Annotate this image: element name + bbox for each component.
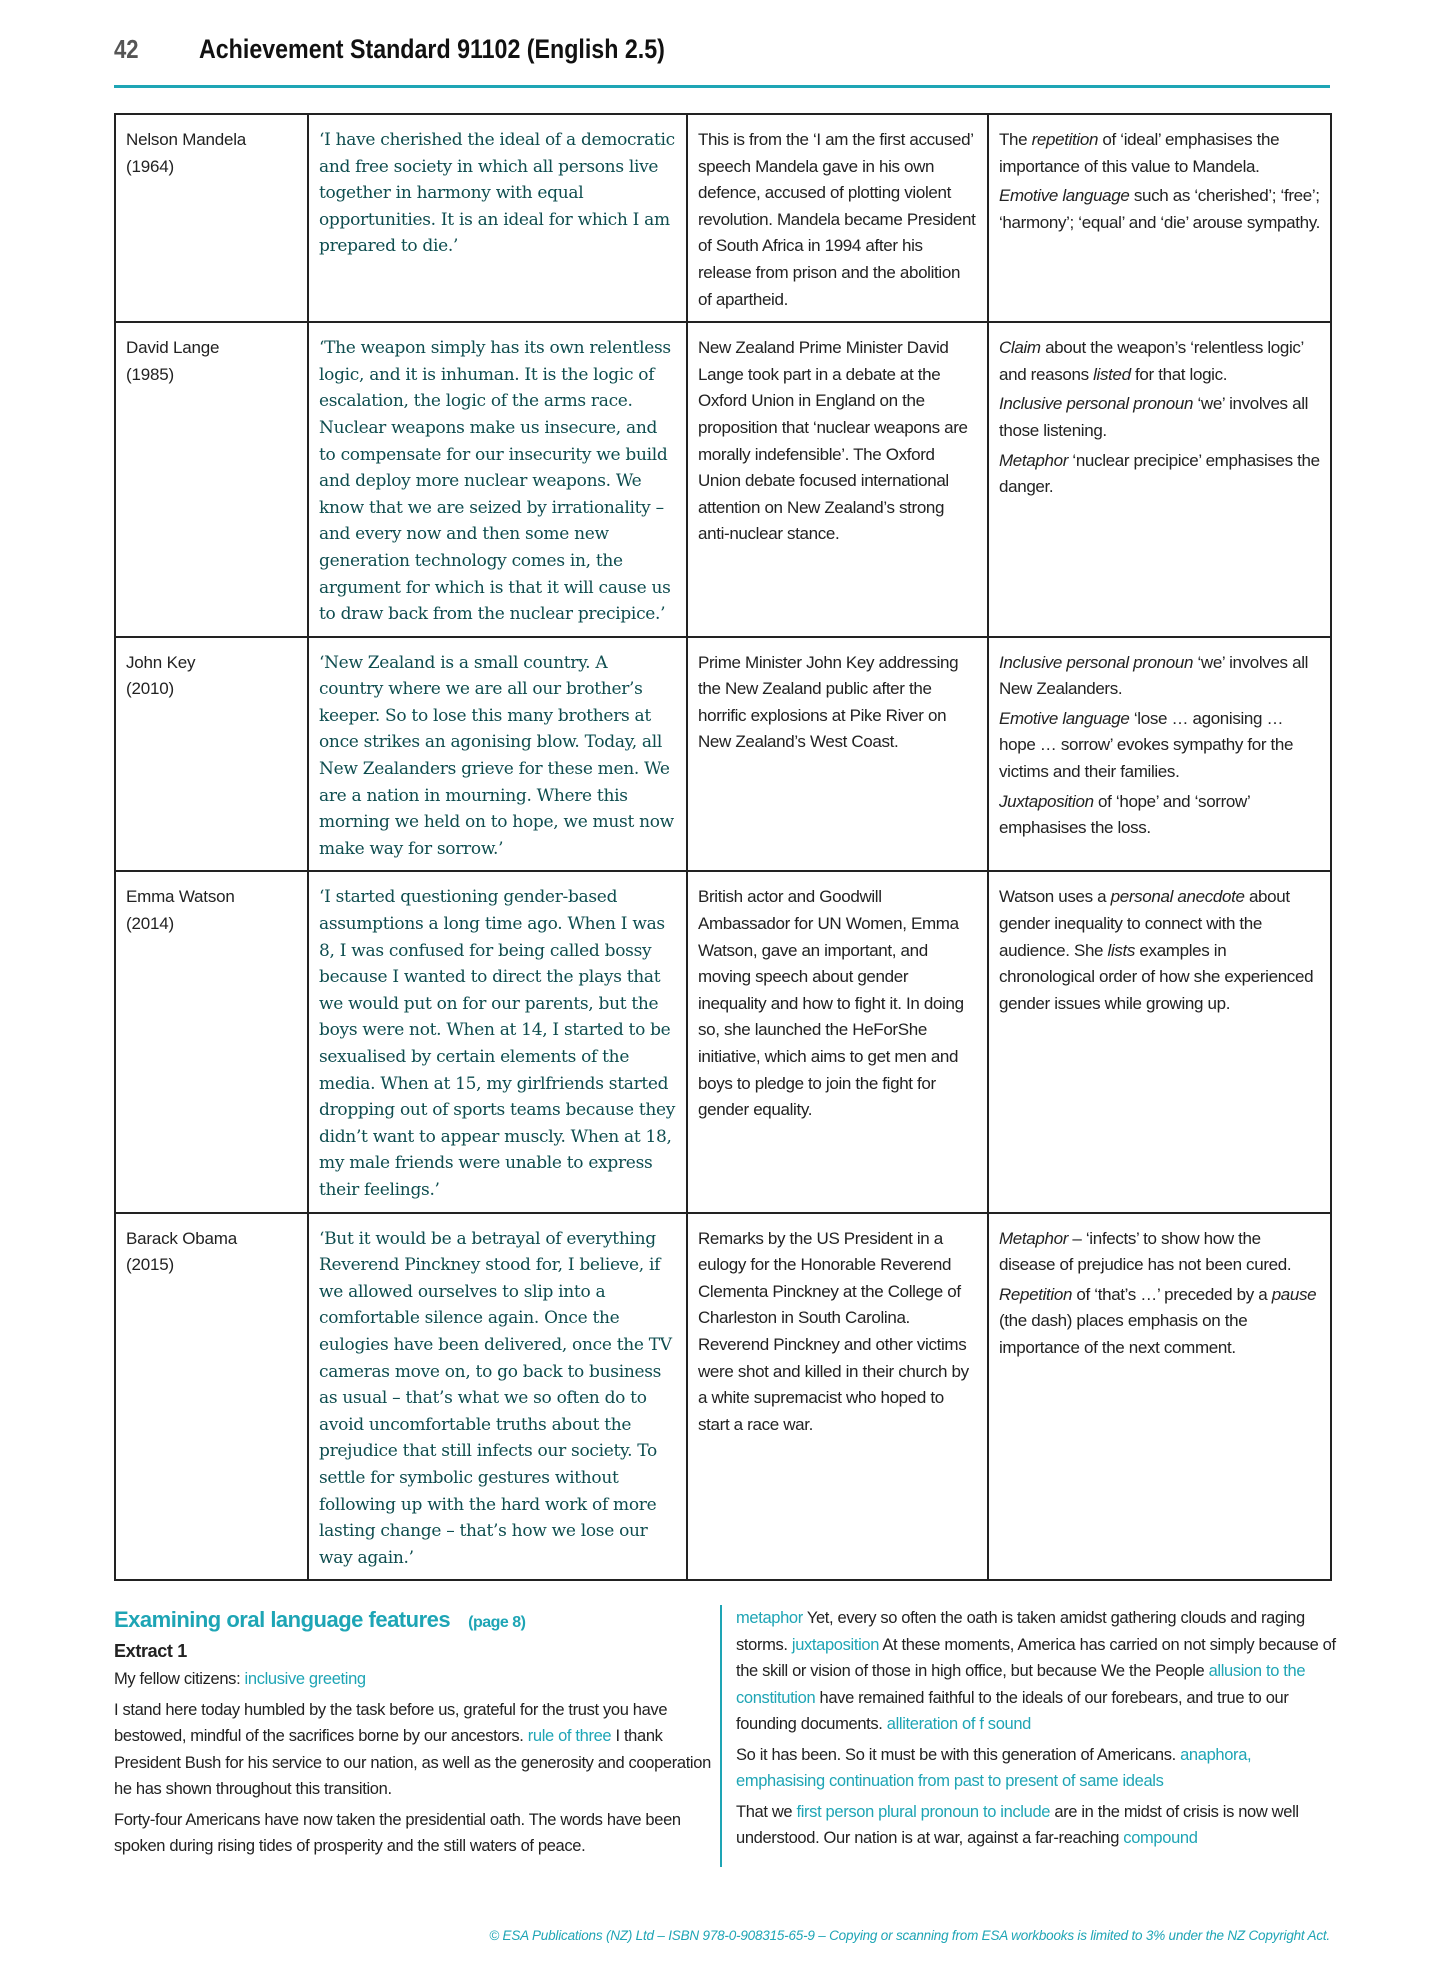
analysis-text: of ‘hope’ and ‘sorrow’ emphasises the loss.: [999, 791, 1250, 838]
page-number: 42: [114, 34, 139, 64]
analysis-text: ‘we’ involves all New Zealanders.: [999, 652, 1309, 699]
speech-year: (1964): [126, 156, 174, 176]
speech-text: My fellow citizens:: [114, 1670, 245, 1688]
analysis-point: [999, 391, 1320, 444]
annotation-note: juxtaposition: [791, 1635, 880, 1654]
extract-title: Extract 1: [114, 1641, 187, 1661]
extract-paragraph: [114, 1666, 714, 1693]
analysis-text: examples in chronological order of how she experienced gender issues while growing up.: [999, 940, 1314, 1013]
language-feature-term: Inclusive personal pronoun: [999, 652, 1194, 672]
speaker-name: Barack Obama: [126, 1228, 237, 1248]
language-feature-term: Claim: [999, 338, 1041, 358]
speaker-cell: [115, 322, 308, 637]
analysis-cell: [988, 322, 1331, 637]
extract-paragraph: [114, 1697, 714, 1803]
speech-year: (2014): [126, 914, 174, 934]
analysis-text: The: [999, 130, 1032, 149]
language-feature-term: Emotive language: [999, 186, 1130, 206]
quote-cell: ‘New Zealand is a small country. A country where we are all our brother’s keeper. So to lose this many brothers at once strikes an agonising blow. Today, all New Zealanders grieve for these men. We are a nation in mourning. Where this morning we held on to hope, we must now make way for sorrow.’: [308, 637, 687, 872]
analysis-cell: [988, 637, 1331, 872]
context-cell: This is from the ‘I am the first accused’ speech Mandela gave in his own defence, accused of plotting violent revolution. Mandela became President of South Africa in 1994 after his release from prison and the abolition of apartheid.: [687, 114, 988, 322]
right-paragraphs: [736, 1605, 1336, 1852]
analysis-point: [999, 650, 1320, 703]
analysis-point: [999, 183, 1320, 236]
language-feature-term: pause: [1271, 1284, 1317, 1304]
analysis-point: [999, 127, 1320, 180]
speaker-name: David Lange: [126, 338, 220, 358]
language-feature-term: Metaphor: [999, 1228, 1069, 1248]
page-reference: (page 8): [468, 1614, 526, 1631]
context-cell: British actor and Goodwill Ambassador for UN Women, Emma Watson, gave an important, and moving speech about gender inequality and how to fight it. In doing so, she launched the HeForShe initiative, which aims to get men and boys to pledge to join the fight for gender equality.: [687, 871, 988, 1212]
annotation-note: inclusive greeting: [244, 1670, 366, 1688]
language-feature-term: Inclusive personal pronoun: [999, 394, 1194, 414]
speaker-cell: [115, 637, 308, 872]
annotation-note: compound: [1123, 1829, 1198, 1847]
column-divider: [720, 1605, 722, 1867]
analysis-text: about gender inequality to connect with the audience. She: [999, 887, 1290, 960]
quote-cell: ‘But it would be a betrayal of everything Reverend Pinckney stood for, I believe, if we allowed ourselves to slip into a comfortable silence again. Once the eulogies have been delivered, once the TV cameras move on, to go back to business as usual – that’s what we so often do to avoid uncomfortable truths about the prejudice that still infects our society. To settle for symbolic gestures without following up with the hard work of more lasting change – that’s how we lose our way again.’: [308, 1213, 687, 1581]
speech-text: are in the midst of crisis is now well understood. Our nation is at war, against a far-reaching: [736, 1802, 1299, 1847]
analysis-point: [999, 335, 1320, 388]
speech-text: I thank President Bush for his service to our nation, as well as the generosity and cooperation he has shown throughout this transition.: [114, 1727, 711, 1798]
section-title: [114, 1605, 714, 1638]
copyright-footer: © ESA Publications (NZ) Ltd – ISBN 978-0-908315-65-9 – Copying or scanning from ESA workbooks is limited to 3% under the NZ Copyright Act.: [489, 1928, 1330, 1943]
page-title: Achievement Standard 91102 (English 2.5): [199, 34, 665, 64]
table-row: [115, 322, 1331, 637]
context-cell: Prime Minister John Key addressing the New Zealand public after the horrific explosions at Pike River on New Zealand’s West Coast.: [687, 637, 988, 872]
table-row: [115, 637, 1331, 872]
quote-cell: ‘The weapon simply has its own relentless logic, and it is inhuman. It is the logic of escalation, the logic of the arms race. Nuclear weapons make us insecure, and to compensate for our insecurity we build and deploy more nuclear weapons. We know that we are seized by irrationality – and every now and then some new generation technology comes in, the argument for which is that it will cause us to draw back from the nuclear precipice.’: [308, 322, 687, 637]
extract-paragraph: [736, 1605, 1336, 1738]
analysis-cell: [988, 871, 1331, 1212]
analysis-text: Watson uses a: [999, 887, 1111, 907]
analysis-point: [999, 1282, 1320, 1362]
extract-paragraph: [736, 1742, 1336, 1795]
analysis-point: [999, 789, 1320, 842]
analysis-cell: [988, 1213, 1331, 1581]
speech-text: I stand here today humbled by the task before us, grateful for the trust you have bestowed, mindful of the sacrifices borne by our ancestors.: [114, 1700, 668, 1745]
language-feature-term: repetition: [1031, 130, 1099, 149]
analysis-point: [999, 706, 1320, 786]
speech-year: (2010): [126, 679, 174, 699]
speech-text: That we: [736, 1802, 797, 1821]
analysis-text: for that logic.: [1130, 364, 1228, 384]
speaker-cell: [115, 114, 308, 322]
analysis-point: [999, 884, 1320, 1017]
analysis-text: of ‘that’s …’ preceded by a: [1072, 1284, 1272, 1304]
speech-year: (2015): [126, 1255, 174, 1275]
annotation-note: rule of three: [527, 1727, 612, 1745]
speeches-table: [114, 113, 1332, 1581]
section-title-text: Examining oral language features: [114, 1607, 451, 1632]
speaker-name: Emma Watson: [126, 887, 235, 907]
analysis-point: [999, 448, 1320, 501]
language-feature-term: Juxtaposition: [999, 791, 1094, 811]
language-feature-term: Emotive language: [999, 708, 1130, 728]
speech-text: So it has been. So it must be with this generation of Americans.: [736, 1745, 1181, 1764]
context-cell: New Zealand Prime Minister David Lange took part in a debate at the Oxford Union in England on the proposition that ‘nuclear weapons are morally indefensible’. The Oxford Union debate focused international attention on New Zealand’s strong anti-nuclear stance.: [687, 322, 988, 637]
analysis-text: – ‘infects’ to show how the disease of prejudice has not been cured.: [999, 1228, 1292, 1275]
annotation-note: alliteration of f sound: [886, 1715, 1031, 1733]
analysis-text: ‘lose … agonising … hope … sorrow’ evokes sympathy for the victims and their families.: [999, 708, 1294, 782]
speaker-cell: [115, 871, 308, 1212]
context-cell: Remarks by the US President in a eulogy for the Honorable Reverend Clementa Pinckney at the College of Charleston in South Carolina. Reverend Pinckney and other victims were shot and killed in their church by a white supremacist who hoped to start a race war.: [687, 1213, 988, 1581]
page-header: [114, 30, 1330, 88]
language-feature-term: lists: [1107, 940, 1136, 960]
annotation-note: first person plural pronoun to include: [796, 1802, 1051, 1821]
quote-cell: ‘I started questioning gender-based assumptions a long time ago. When I was 8, I was confused for being called bossy because I wanted to direct the plays that we would put on for our parents, but the boys were not. When at 14, I started to be sexualised by certain elements of the media. When at 15, my girlfriends started dropping out of sports teams because they didn’t want to appear muscly. When at 18, my male friends were unable to express their feelings.’: [308, 871, 687, 1212]
analysis-text: ‘nuclear precipice’ emphasises the danger.: [999, 450, 1320, 497]
annotation-note: metaphor: [736, 1609, 803, 1627]
analysis-cell: [988, 114, 1331, 322]
analysis-text: of ‘ideal’ emphasises the importance of this value to Mandela.: [999, 130, 1280, 176]
left-paragraphs: [114, 1666, 714, 1860]
annotation-note: allusion to the constitution: [736, 1662, 1306, 1707]
analysis-text: (the dash) places emphasis on the importance of the next comment.: [999, 1311, 1248, 1357]
language-feature-term: personal anecdote: [1110, 887, 1245, 907]
speaker-name: John Key: [126, 652, 196, 672]
extract-paragraph: [736, 1799, 1336, 1852]
right-column: [736, 1605, 1336, 1856]
speaker-cell: [115, 1213, 308, 1581]
speech-text: At these moments, America has carried on not simply because of the skill or vision of those in high office, but because We the People: [736, 1635, 1336, 1680]
analysis-point: [999, 1226, 1320, 1279]
table-row: [115, 871, 1331, 1212]
table-row: [115, 114, 1331, 322]
speaker-name: Nelson Mandela: [126, 130, 247, 149]
analysis-text: such as ‘cherished’; ‘free’; ‘harmony’; ‘equal’ and ‘die’ arouse sympathy.: [999, 186, 1320, 232]
speech-text: Forty-four Americans have now taken the presidential oath. The words have been spoken during rising tides of prosperity and the still waters of peace.: [114, 1810, 681, 1855]
language-feature-term: Metaphor: [999, 450, 1069, 470]
analysis-text: ‘we’ involves all those listening.: [999, 394, 1309, 440]
language-feature-term: Repetition: [999, 1284, 1073, 1304]
left-column: [114, 1605, 714, 1864]
speech-year: (1985): [126, 364, 174, 384]
extract-paragraph: [114, 1807, 714, 1860]
annotation-note: anaphora, emphasising continuation from past to present of same ideals: [736, 1745, 1252, 1790]
table-row: [115, 1213, 1331, 1581]
quote-cell: ‘I have cherished the ideal of a democratic and free society in which all persons live together in harmony with equal opportunities. It is an ideal for which I am prepared to die.’: [308, 114, 687, 322]
speech-text: have remained faithful to the ideals of our forebears, and true to our founding documents.: [736, 1688, 1289, 1733]
speech-text: Yet, every so often the oath is taken amidst gathering clouds and raging storms.: [736, 1609, 1305, 1654]
language-feature-term: listed: [1093, 364, 1131, 384]
oral-language-section: [114, 1605, 1336, 1875]
analysis-text: about the weapon’s ‘relentless logic’ and reasons: [999, 338, 1304, 384]
